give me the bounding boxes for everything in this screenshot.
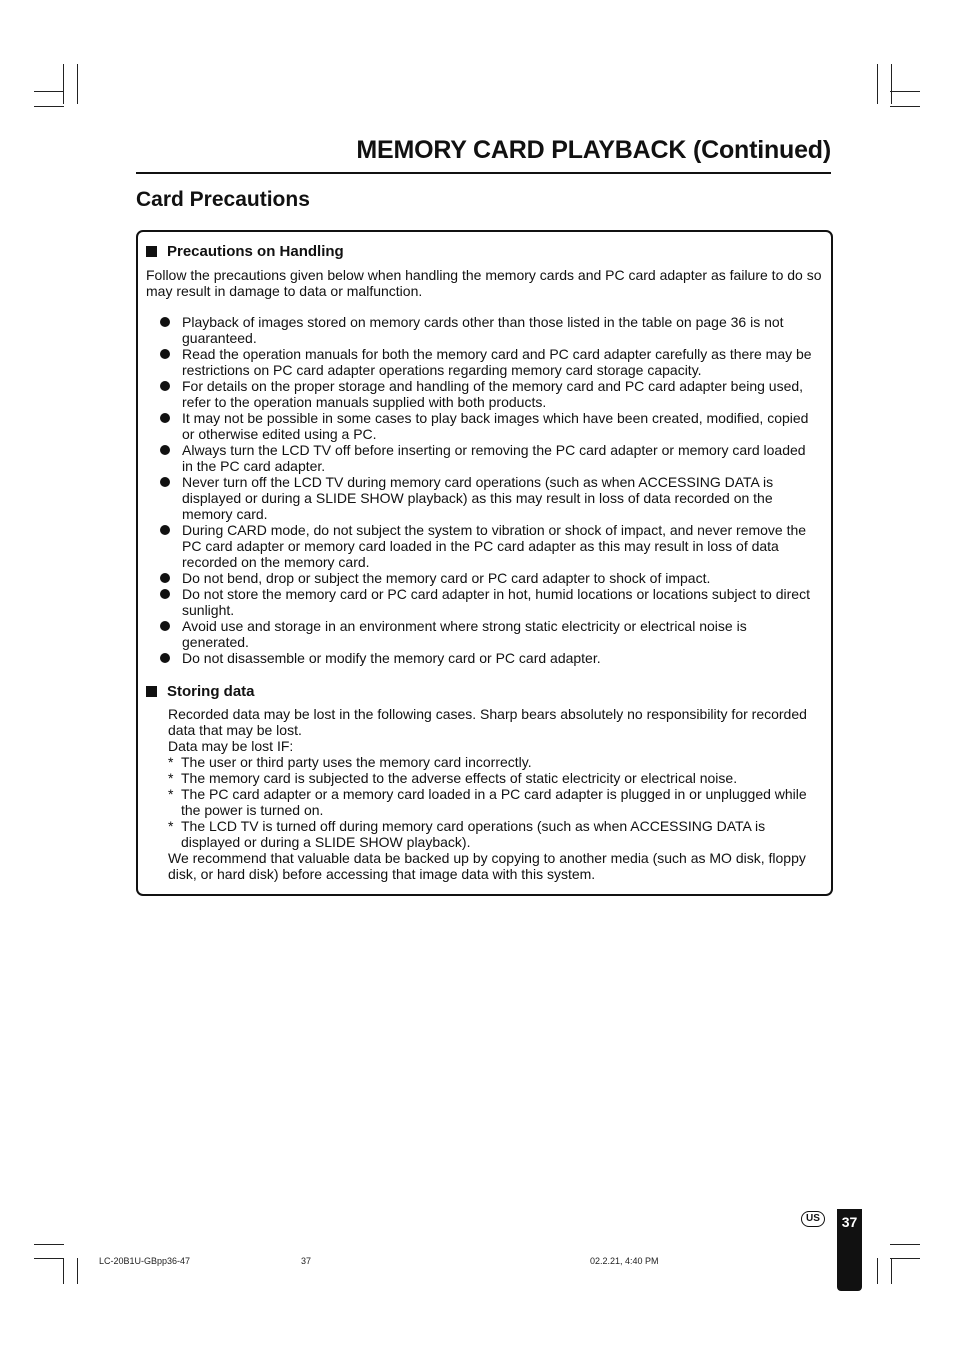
bullet-text: Do not bend, drop or subject the memory card or PC card adapter to shock of impact. — [182, 570, 711, 586]
storing-body — [168, 706, 818, 882]
asterisk-icon: * — [168, 770, 174, 786]
bullet-text: Read the operation manuals for both the memory card and PC card adapter carefully as there may be restrictions on PC card adapter operations regarding memory card storage capacity. — [182, 346, 812, 378]
storing-heading — [146, 683, 255, 700]
precautions-box — [136, 230, 833, 896]
list-item — [168, 770, 818, 786]
crop-mark — [890, 91, 920, 92]
case-text: The memory card is subjected to the adverse effects of static electricity or electrical noise. — [181, 770, 738, 786]
crop-mark — [890, 1244, 920, 1245]
bullet-text: Do not disassemble or modify the memory card or PC card adapter. — [182, 650, 601, 666]
bullet-text: Playback of images stored on memory cards other than those listed in the table on page 36 is not guaranteed. — [182, 314, 784, 346]
storing-heading-text: Storing data — [167, 683, 255, 700]
case-text: The LCD TV is turned off during memory card operations (such as when ACCESSING DATA is displayed or during a SLIDE SHOW playback). — [181, 818, 766, 850]
crop-mark — [877, 1258, 878, 1284]
bullet-text: For details on the proper storage and handling of the memory card and PC card adapter being used, refer to the operation manuals supplied with both products. — [182, 378, 804, 410]
list-item — [156, 314, 816, 346]
crop-mark — [77, 1258, 78, 1284]
asterisk-icon: * — [168, 786, 174, 802]
handling-intro: Follow the precautions given below when handling the memory cards and PC card adapter as failure to do so may result in damage to data or malfunction. — [146, 267, 822, 299]
list-item — [156, 618, 816, 650]
footer-timestamp: 02.2.21, 4:40 PM — [590, 1256, 659, 1266]
list-item — [168, 786, 818, 818]
footer-page: 37 — [301, 1256, 312, 1266]
list-item — [156, 650, 816, 666]
crop-mark — [891, 64, 892, 104]
asterisk-icon: * — [168, 754, 174, 770]
list-item — [156, 442, 816, 474]
handling-heading — [146, 243, 344, 260]
crop-mark — [890, 1258, 920, 1259]
bullet-dot-icon — [160, 653, 170, 663]
page-title: MEMORY CARD PLAYBACK (Continued) — [356, 136, 831, 164]
list-item — [156, 586, 816, 618]
bullet-text: During CARD mode, do not subject the system to vibration or shock of impact, and never remove the PC card adapter or memory card loaded in the PC card adapter as this may result in loss of data recorded on the memory card. — [182, 522, 807, 570]
bullet-dot-icon — [160, 317, 170, 327]
storing-recommendation: We recommend that valuable data be backed up by copying to another media (such as MO disk, floppy disk, or hard disk) before accessing that image data with this system. — [168, 850, 806, 882]
case-text: The user or third party uses the memory card incorrectly. — [181, 754, 532, 770]
storing-lead: Data may be lost IF: — [168, 738, 294, 754]
list-item — [156, 410, 816, 442]
bullet-dot-icon — [160, 621, 170, 631]
list-item — [156, 474, 816, 522]
crop-mark — [63, 1258, 64, 1284]
storing-case-list — [168, 754, 818, 850]
bullet-dot-icon — [160, 413, 170, 423]
bullet-dot-icon — [160, 525, 170, 535]
crop-mark — [77, 64, 78, 104]
section-title: Card Precautions — [136, 188, 310, 211]
title-rule — [136, 172, 831, 174]
region-badge: US — [801, 1211, 825, 1227]
bullet-text: Never turn off the LCD TV during memory card operations (such as when ACCESSING DATA is displayed or during a SLIDE SHOW playback) as this may result in loss of data recorded on the memory card. — [182, 474, 774, 522]
page-number-tab — [837, 1209, 862, 1291]
bullet-text: Always turn the LCD TV off before inserting or removing the PC card adapter or memory card loaded in the PC card adapter. — [182, 442, 806, 474]
asterisk-icon: * — [168, 818, 174, 834]
bullet-text: Avoid use and storage in an environment where strong static electricity or electrical noise is generated. — [182, 618, 747, 650]
bullet-dot-icon — [160, 573, 170, 583]
crop-mark — [34, 91, 64, 92]
list-item — [156, 346, 816, 378]
crop-mark — [34, 1258, 64, 1259]
square-bullet-icon — [146, 246, 157, 257]
bullet-text: It may not be possible in some cases to play back images which have been created, modified, copied or otherwise edited using a PC. — [182, 410, 809, 442]
bullet-dot-icon — [160, 477, 170, 487]
storing-intro: Recorded data may be lost in the following cases. Sharp bears absolutely no responsibility for recorded data that may be lost. — [168, 706, 807, 738]
crop-mark — [34, 106, 64, 107]
bullet-dot-icon — [160, 381, 170, 391]
handling-bullet-list — [156, 314, 816, 666]
list-item — [156, 378, 816, 410]
footer-doc-code: LC-20B1U-GBpp36-47 — [99, 1256, 191, 1266]
crop-mark — [34, 1244, 64, 1245]
crop-mark — [63, 64, 64, 104]
list-item — [156, 522, 816, 570]
crop-mark — [877, 64, 878, 104]
list-item — [168, 754, 818, 770]
crop-mark — [891, 1258, 892, 1284]
bullet-dot-icon — [160, 589, 170, 599]
bullet-text: Do not store the memory card or PC card adapter in hot, humid locations or locations subject to direct sunlight. — [182, 586, 810, 618]
page-number: 37 — [841, 1214, 858, 1230]
square-bullet-icon — [146, 686, 157, 697]
bullet-dot-icon — [160, 445, 170, 455]
crop-mark — [890, 106, 920, 107]
bullet-dot-icon — [160, 349, 170, 359]
handling-heading-text: Precautions on Handling — [167, 243, 344, 260]
list-item — [156, 570, 816, 586]
list-item — [168, 818, 818, 850]
case-text: The PC card adapter or a memory card loaded in a PC card adapter is plugged in or unplugged while the power is turned on. — [181, 786, 807, 818]
